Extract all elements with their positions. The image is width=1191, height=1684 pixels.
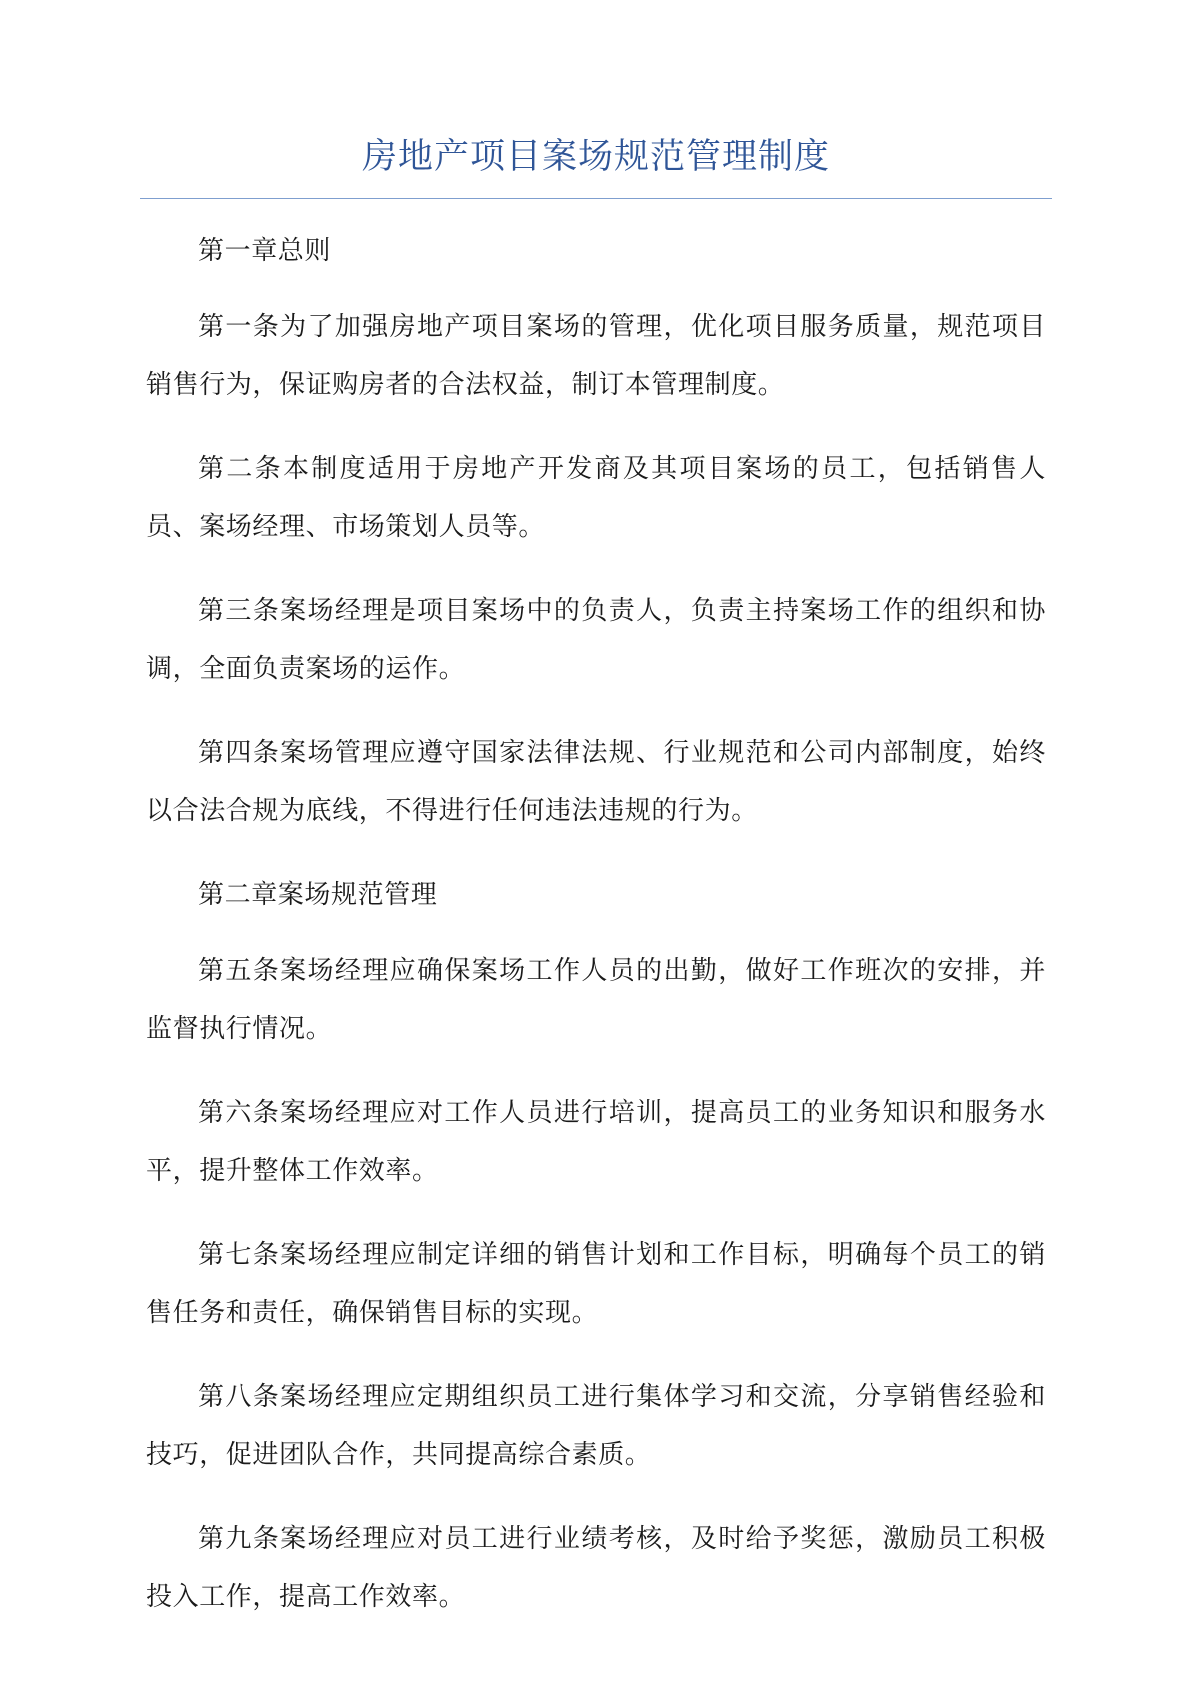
chapter-heading: 第二章案场规范管理 (198, 880, 438, 910)
title-divider (140, 198, 1052, 199)
document-body (146, 222, 1046, 1652)
article-paragraph: 第一条为了加强房地产项目案场的管理，优化项目服务质量，规范项目销售行为，保证购房者的合法权益，制订本管理制度。 (146, 312, 1046, 400)
article-paragraph: 第二条本制度适用于房地产开发商及其项目案场的员工，包括销售人员、案场经理、市场策划人员等。 (146, 454, 1046, 542)
article-paragraph: 第七条案场经理应制定详细的销售计划和工作目标，明确每个员工的销售任务和责任，确保销售目标的实现。 (146, 1240, 1046, 1328)
chapter-heading: 第一章总则 (198, 236, 332, 266)
article-paragraph: 第六条案场经理应对工作人员进行培训，提高员工的业务知识和服务水平，提升整体工作效率。 (146, 1098, 1046, 1186)
document-title: 房地产项目案场规范管理制度 (361, 137, 830, 177)
article-paragraph: 第三条案场经理是项目案场中的负责人，负责主持案场工作的组织和协调，全面负责案场的运作。 (146, 596, 1046, 684)
article-paragraph: 第九条案场经理应对员工进行业绩考核，及时给予奖惩，激励员工积极投入工作，提高工作效率。 (146, 1524, 1046, 1612)
article-paragraph: 第四条案场管理应遵守国家法律法规、行业规范和公司内部制度，始终以合法合规为底线，不得进行任何违法违规的行为。 (146, 738, 1046, 826)
article-paragraph: 第五条案场经理应确保案场工作人员的出勤，做好工作班次的安排，并监督执行情况。 (146, 956, 1046, 1044)
article-paragraph: 第八条案场经理应定期组织员工进行集体学习和交流，分享销售经验和技巧，促进团队合作，共同提高综合素质。 (146, 1382, 1046, 1470)
